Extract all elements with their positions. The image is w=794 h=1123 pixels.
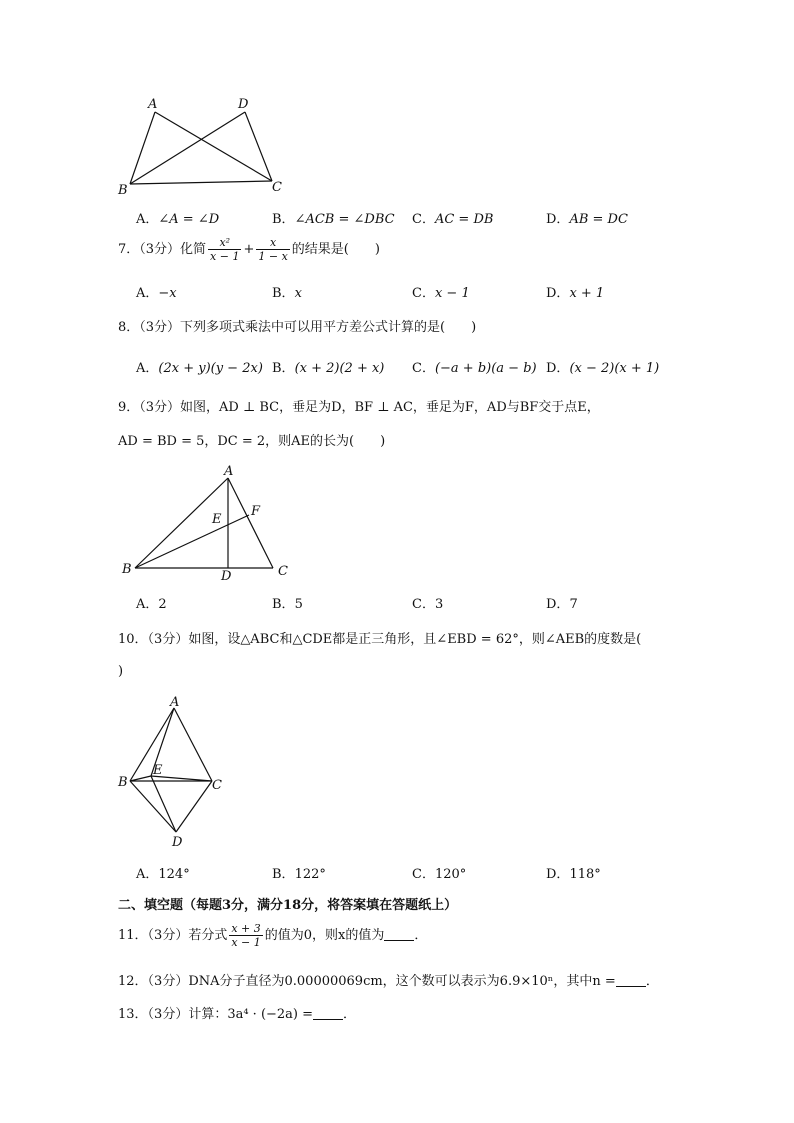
- q7-option-a[interactable]: [136, 282, 177, 301]
- question-13: [118, 1003, 356, 1022]
- option-letter: D．: [546, 361, 570, 376]
- option-letter: C．: [412, 867, 435, 882]
- option-letter: D．: [546, 286, 570, 301]
- segment-ac: [155, 112, 272, 181]
- figure-q9: [118, 462, 298, 584]
- segment-ac: [228, 478, 273, 568]
- q9-option-c[interactable]: [412, 593, 443, 612]
- q10-option-b[interactable]: [272, 863, 326, 882]
- question-8: 8．（3分）下列多项式乘法中可以用平方差公式计算的是( ): [118, 320, 477, 335]
- label-c: C: [278, 564, 288, 579]
- option-letter: C．: [412, 212, 435, 227]
- option-letter: B．: [272, 286, 295, 301]
- segment-bf: [135, 515, 249, 568]
- option-letter: A．: [136, 597, 159, 612]
- label-a: A: [148, 97, 158, 112]
- q8-option-b[interactable]: [272, 357, 384, 376]
- label-c: C: [212, 778, 222, 793]
- question-text: 11．（3分）若分式: [118, 928, 228, 943]
- q7-option-d[interactable]: [546, 282, 604, 301]
- option-text: 122°: [294, 867, 326, 882]
- option-letter: A．: [136, 212, 159, 227]
- segment-cd: [176, 781, 212, 832]
- label-d: D: [172, 835, 183, 850]
- option-text: (−a + b)(a − b): [434, 361, 537, 376]
- option-text: AB = DC: [569, 212, 628, 227]
- q9-option-a[interactable]: [136, 593, 167, 612]
- label-d: D: [238, 97, 249, 112]
- fraction-numerator: x²: [208, 236, 241, 250]
- option-letter: D．: [546, 867, 570, 882]
- fraction-2: [256, 236, 289, 263]
- segment-db: [130, 112, 245, 184]
- figure-q10: [114, 694, 234, 852]
- option-text: x − 1: [434, 286, 470, 301]
- label-c: C: [272, 180, 282, 195]
- label-b: B: [122, 562, 132, 577]
- option-text: −x: [158, 286, 177, 301]
- q8-option-c[interactable]: [412, 357, 537, 376]
- fraction-numerator: x + 3: [231, 922, 261, 935]
- question-12: [118, 970, 659, 989]
- option-letter: C．: [412, 597, 435, 612]
- option-text: (x + 2)(2 + x): [294, 361, 385, 376]
- label-f: F: [251, 504, 261, 519]
- question-end: ．: [414, 928, 428, 943]
- question-9-line-2: AD = BD = 5，DC = 2，则AE的长为( ): [118, 434, 386, 449]
- option-text: ∠ACB = ∠DBC: [294, 212, 395, 227]
- answer-blank[interactable]: [384, 928, 414, 941]
- option-letter: B．: [272, 867, 295, 882]
- question-10-line-2: ): [118, 664, 124, 679]
- option-letter: A．: [136, 361, 159, 376]
- option-text: x + 1: [569, 286, 605, 301]
- question-suffix: 的值为0，则x的值为: [264, 928, 385, 943]
- option-text: 120°: [434, 867, 467, 882]
- label-e: E: [153, 763, 163, 778]
- question-suffix: 的结果是( ): [291, 242, 380, 257]
- option-text: 7: [569, 597, 578, 612]
- option-text: x: [294, 286, 302, 301]
- fraction-denominator: x − 1: [231, 936, 261, 949]
- question-9-line-1: 9．（3分）如图，AD ⊥ BC，垂足为D，BF ⊥ AC，垂足为F，AD与BF交于点E，: [118, 400, 600, 415]
- fraction-1: [208, 236, 241, 263]
- option-text: AC = DB: [434, 212, 494, 227]
- option-text: ∠A = ∠D: [158, 212, 220, 227]
- label-a: A: [224, 464, 234, 479]
- figure-q6: [110, 92, 300, 202]
- section-heading: 二、填空题（每题3分，满分18分，将答案填在答题纸上）: [118, 898, 458, 913]
- option-text: (x − 2)(x + 1): [569, 361, 660, 376]
- segment-bd: [130, 781, 176, 832]
- label-a: A: [170, 695, 180, 710]
- question-end: ．: [645, 974, 659, 989]
- option-letter: D．: [546, 212, 570, 227]
- option-letter: B．: [272, 361, 295, 376]
- fraction-denominator: 1 − x: [258, 250, 288, 263]
- segment-dc: [245, 112, 272, 181]
- label-e: E: [212, 512, 222, 527]
- q7-option-b[interactable]: [272, 282, 302, 301]
- segment-ed: [151, 776, 176, 832]
- segment-bc: [130, 181, 272, 184]
- option-letter: C．: [412, 286, 435, 301]
- q8-option-d[interactable]: [546, 357, 659, 376]
- q6-option-c[interactable]: [412, 208, 493, 227]
- q9-option-d[interactable]: [546, 593, 578, 612]
- option-letter: D．: [546, 597, 570, 612]
- option-letter: B．: [272, 212, 295, 227]
- plus-sign: +: [243, 242, 255, 257]
- fraction: [229, 922, 262, 949]
- option-letter: C．: [412, 361, 435, 376]
- answer-blank[interactable]: [313, 1007, 343, 1020]
- question-10-line-1: 10．（3分）如图，设△ABC和△CDE都是正三角形，且∠EBD = 62°，则∠AEB的度数是(: [118, 632, 642, 647]
- option-text: 118°: [569, 867, 601, 882]
- q10-option-c[interactable]: [412, 863, 466, 882]
- q10-option-a[interactable]: [136, 863, 190, 882]
- q10-option-d[interactable]: [546, 863, 601, 882]
- answer-blank[interactable]: [616, 974, 646, 987]
- q6-option-a[interactable]: [136, 208, 219, 227]
- question-end: ．: [343, 1007, 357, 1022]
- option-text: 2: [158, 597, 167, 612]
- option-letter: B．: [272, 597, 295, 612]
- option-text: (2x + y)(y − 2x): [158, 361, 263, 376]
- question-text: 13．（3分）计算：3a⁴ · (−2a) =: [118, 1007, 314, 1022]
- option-text: 5: [294, 597, 303, 612]
- q8-option-a[interactable]: [136, 357, 263, 376]
- question-11: [118, 922, 427, 949]
- q7-option-c[interactable]: [412, 282, 470, 301]
- q9-option-b[interactable]: [272, 593, 303, 612]
- option-letter: A．: [136, 286, 159, 301]
- fraction-denominator: x − 1: [210, 250, 240, 263]
- option-text: 124°: [158, 867, 190, 882]
- question-text: 7．（3分）化简: [118, 242, 207, 257]
- question-text: 12．（3分）DNA分子直径为0.00000069cm，这个数可以表示为6.9×10ⁿ，其中n =: [118, 974, 616, 989]
- option-letter: A．: [136, 867, 159, 882]
- segment-ac: [174, 708, 212, 781]
- label-b: B: [118, 775, 128, 790]
- segment-ab: [130, 708, 174, 781]
- label-b: B: [118, 183, 128, 198]
- q6-option-b[interactable]: [272, 208, 395, 227]
- segment-ab: [130, 112, 155, 184]
- fraction-numerator: x: [256, 236, 289, 250]
- question-7: [118, 236, 380, 263]
- q6-option-d[interactable]: [546, 208, 628, 227]
- option-text: 3: [434, 597, 444, 612]
- label-d: D: [221, 569, 232, 584]
